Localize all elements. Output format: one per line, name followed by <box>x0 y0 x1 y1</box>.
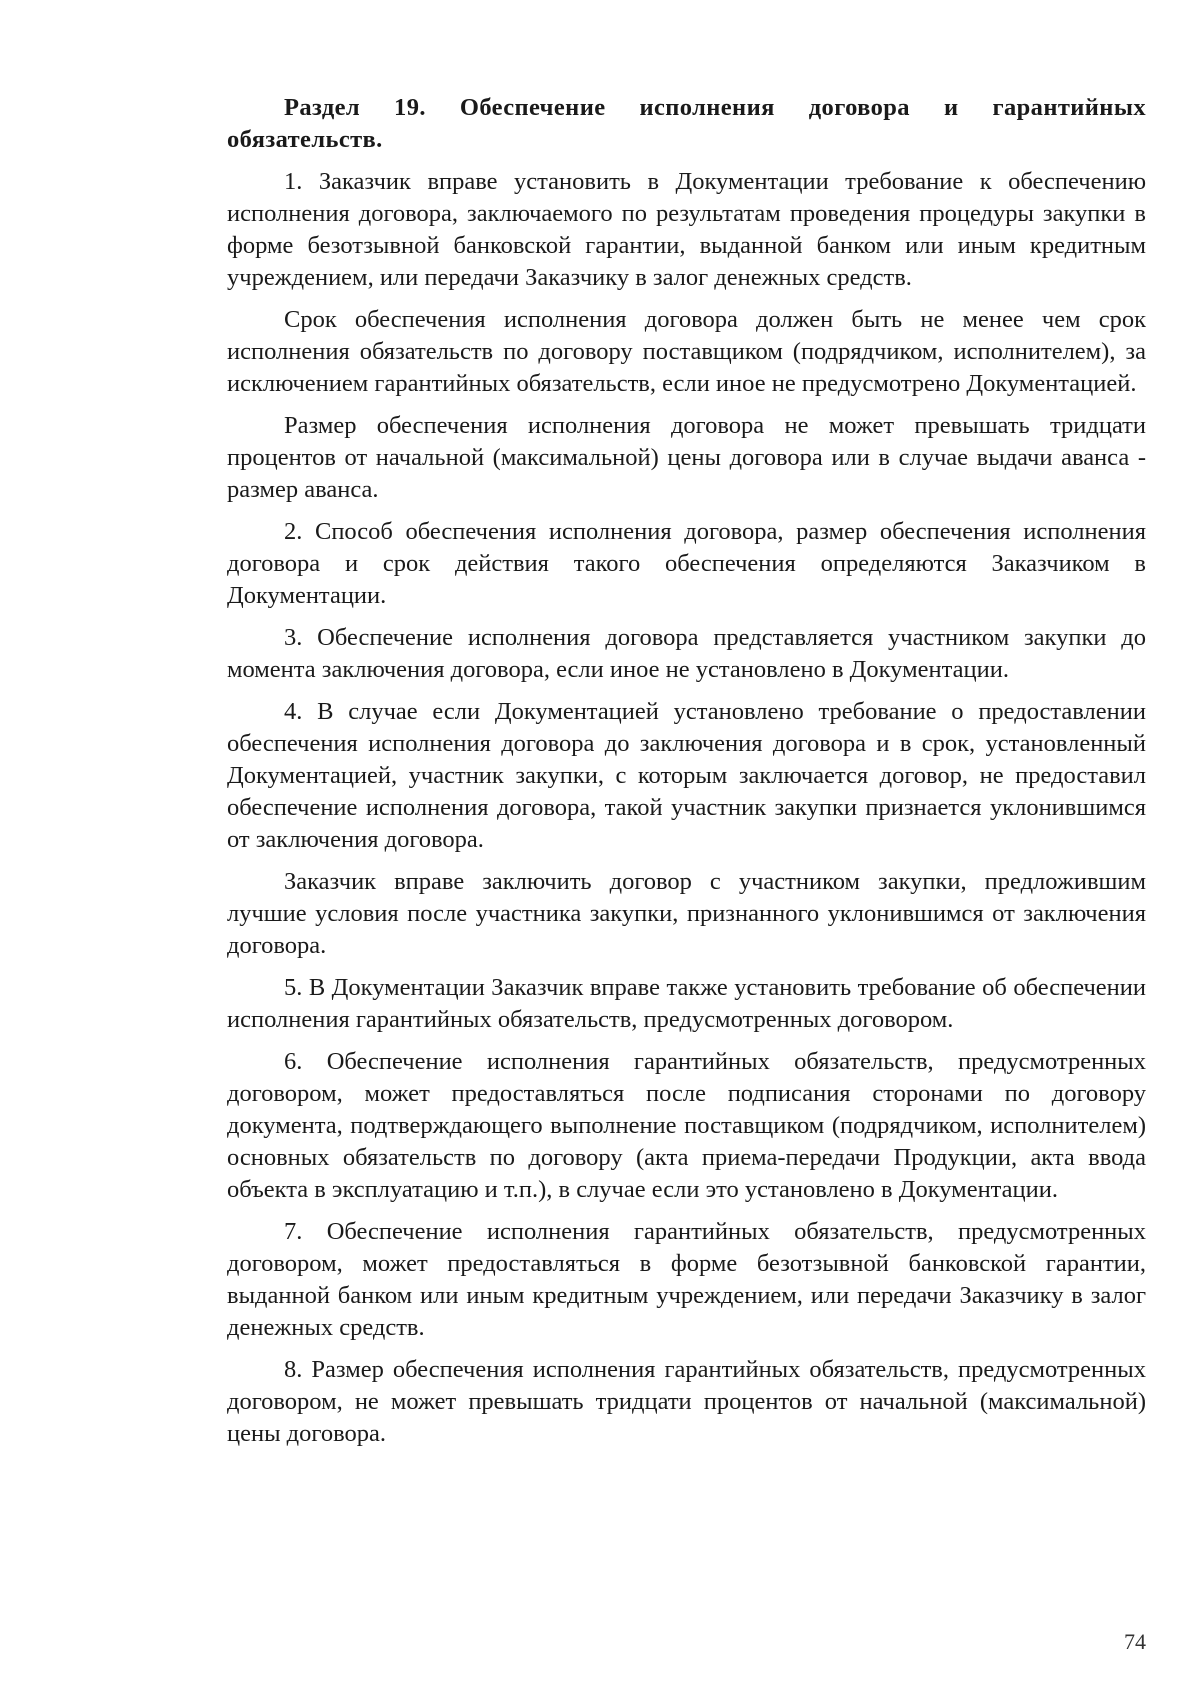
page-number: 74 <box>1124 1629 1146 1654</box>
paragraph-3: 3. Обеспечение исполнения договора представляется участником закупки до момента заключения договора, если иное не установлено в Документации. <box>227 624 1146 683</box>
section-heading: Раздел 19. Обеспечение исполнения договора и гарантийных обязательств. <box>227 94 1146 153</box>
paragraph-4: 4. В случае если Документацией установлено требование о предоставлении обеспечения исполнения договора до заключения договора и в срок, установленный Документацией, участник закупки, с которым заключается договор, не предоставил обеспечение исполнения договора, такой участник закупки признается уклонившимся от заключения договора. <box>227 698 1146 853</box>
paragraph-1: 1. Заказчик вправе установить в Документации требование к обеспечению исполнения договора, заключаемого по результатам проведения процедуры закупки в форме безотзывной банковской гарантии, выданной банком или иным кредитным учреждением, или передачи Заказчику в залог денежных средств. <box>227 168 1146 291</box>
document-page <box>227 92 1146 1460</box>
paragraph-7: 7. Обеспечение исполнения гарантийных обязательств, предусмотренных договором, может предоставляться в форме безотзывной банковской гарантии, выданной банком или иным кредитным учреждением, или передачи Заказчику в залог денежных средств. <box>227 1218 1146 1341</box>
paragraph-4-continued: Заказчик вправе заключить договор с участником закупки, предложившим лучшие условия после участника закупки, признанного уклонившимся от заключения договора. <box>227 868 1146 959</box>
paragraph-1-term: Срок обеспечения исполнения договора должен быть не менее чем срок исполнения обязательств по договору поставщиком (подрядчиком, исполнителем), за исключением гарантийных обязательств, если иное не предусмотрено Документацией. <box>227 306 1146 397</box>
paragraph-1-amount: Размер обеспечения исполнения договора не может превышать тридцати процентов от начальной (максимальной) цены договора или в случае выдачи аванса - размер аванса. <box>227 412 1146 503</box>
paragraph-8: 8. Размер обеспечения исполнения гарантийных обязательств, предусмотренных договором, не может превышать тридцати процентов от начальной (максимальной) цены договора. <box>227 1356 1146 1447</box>
paragraph-6: 6. Обеспечение исполнения гарантийных обязательств, предусмотренных договором, может предоставляться после подписания сторонами по договору документа, подтверждающего выполнение поставщиком (подрядчиком, исполнителем) основных обязательств по договору (акта приема-передачи Продукции, акта ввода объекта в эксплуатацию и т.п.), в случае если это установлено в Документации. <box>227 1048 1146 1203</box>
paragraph-2: 2. Способ обеспечения исполнения договора, размер обеспечения исполнения договора и срок действия такого обеспечения определяются Заказчиком в Документации. <box>227 518 1146 609</box>
paragraph-5: 5. В Документации Заказчик вправе также установить требование об обеспечении исполнения гарантийных обязательств, предусмотренных договором. <box>227 974 1146 1033</box>
